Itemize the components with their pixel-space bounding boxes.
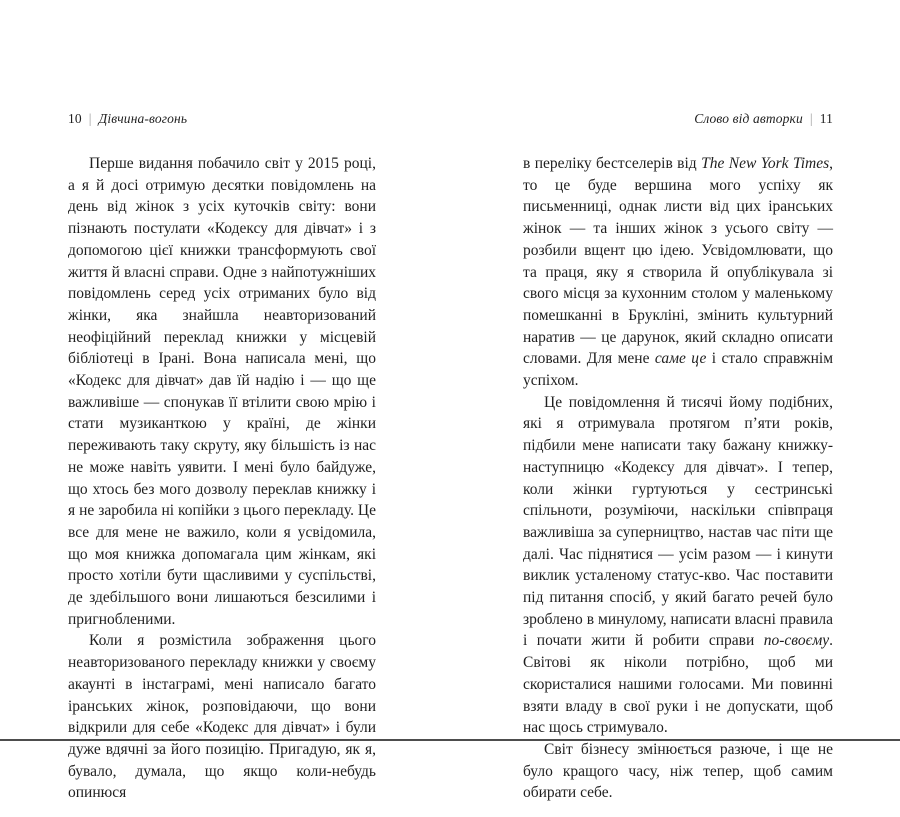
left-page [68,110,376,804]
paragraph [68,630,376,804]
right-running-head [523,110,833,127]
italic-text-run: по-своєму [763,632,830,650]
paragraph [523,392,833,739]
text-run: і стало справжнім успіхом. [523,350,834,390]
text-run: , то це буде вершина мого успіху як письменниці, однак листи від цих іранських жінок — та інших жінок з усього світу — розбили вщент цю ідею. Усвідомлювати, що та праця, яку я створила й опублікувала зі свого місця за кухонним столом у маленькому помешканні в Брукліні, змінить культурний наратив — це дарунок, який складно описати словами. Для мене [523,155,834,368]
italic-text-run: The New York Times [701,155,830,172]
left-page-number: 10 [68,111,82,126]
right-page-text [523,153,833,804]
paragraph [523,153,833,392]
right-page-number: 11 [819,111,833,126]
text-run: в переліку бестселерів від [523,155,702,172]
text-run: Коли я розмістила зображення цього неавторизованого перекладу книжки у своєму акаунті в інстаграмі, мені написало багато іранських жінок, розповідаючи, що вони відкрили для себе «Кодекс для дівчат» і були дуже вдячні за його позицію. Пригадую, як я, бувало, думала, що якщо коли-небудь опинюся [68,632,376,802]
right-running-title: Слово від авторки [694,111,803,126]
text-run: Світ бізнесу змінюється разюче, і ще не було кращого часу, ніж тепер, щоб самим обирати себе. [523,740,833,802]
right-page [523,110,833,804]
left-page-text [68,153,376,804]
paragraph [523,739,833,804]
viewport-bottom-border [0,739,900,741]
left-running-title: Дівчина-вогонь [98,111,188,126]
paragraph [68,153,376,630]
text-run: . Світові як ніколи потрібно, щоб ми скористалися нашими голосами. Ми повинні взяти владу в свої руки і не допускати, щоб нас щось стримувало. [523,632,833,737]
text-run: Перше видання побачило світ у 2015 році, а я й досі отримую десятки повідомлень на день від жінок з усіх куточків світу: вони пізнають постулати «Кодексу для дівчат» і з допомогою цієї книжки трансформують свої життя й власні справи. Одне з найпотужніших повідомлень серед усіх отриманих було від жінки, яка знайшла неавторизований неофіційний переклад книжки у місцевій бібліотеці в Ірані. Вона написала мені, що «Кодекс для дівчат» дав їй надію і — що ще важливіше — спонукав її втілити свою мрію і стати музиканткою у країні, де жінки переживають таку скруту, яку більшість із нас не може навіть уявити. І мені було байдуже, що хтось без мого дозволу переклав книжку і я не заробила ні копійки з цього перекладу. Це все для мене не важило, коли я усвідомила, що моя книжка допомагала цим жінкам, які просто хотіли бути щасливими у суспільстві, де здебільшого вони лишаються безсилими і пригнобленими. [68,155,376,628]
running-head-separator: | [809,111,813,126]
text-run: Це повідомлення й тисячі йому подібних, які я отримувала протягом п’яти років, підбили мене написати таку бажану книжку-наступницю «Кодексу для дівчат». І тепер, коли жінки гуртуються у сестринські спільноти, розуміючи, наскільки співпраця важливіша за суперництво, настав час піти ще далі. Час піднятися — усім разом — і кинути виклик усталеному статус-кво. Час поставити під питання спосіб, у який багато речей було зроблено в минулому, написати власні правила і почати жити й робити справи [523,393,833,650]
running-head-separator: | [88,111,92,126]
italic-text-run: саме це [654,350,707,368]
left-running-head [68,110,376,127]
